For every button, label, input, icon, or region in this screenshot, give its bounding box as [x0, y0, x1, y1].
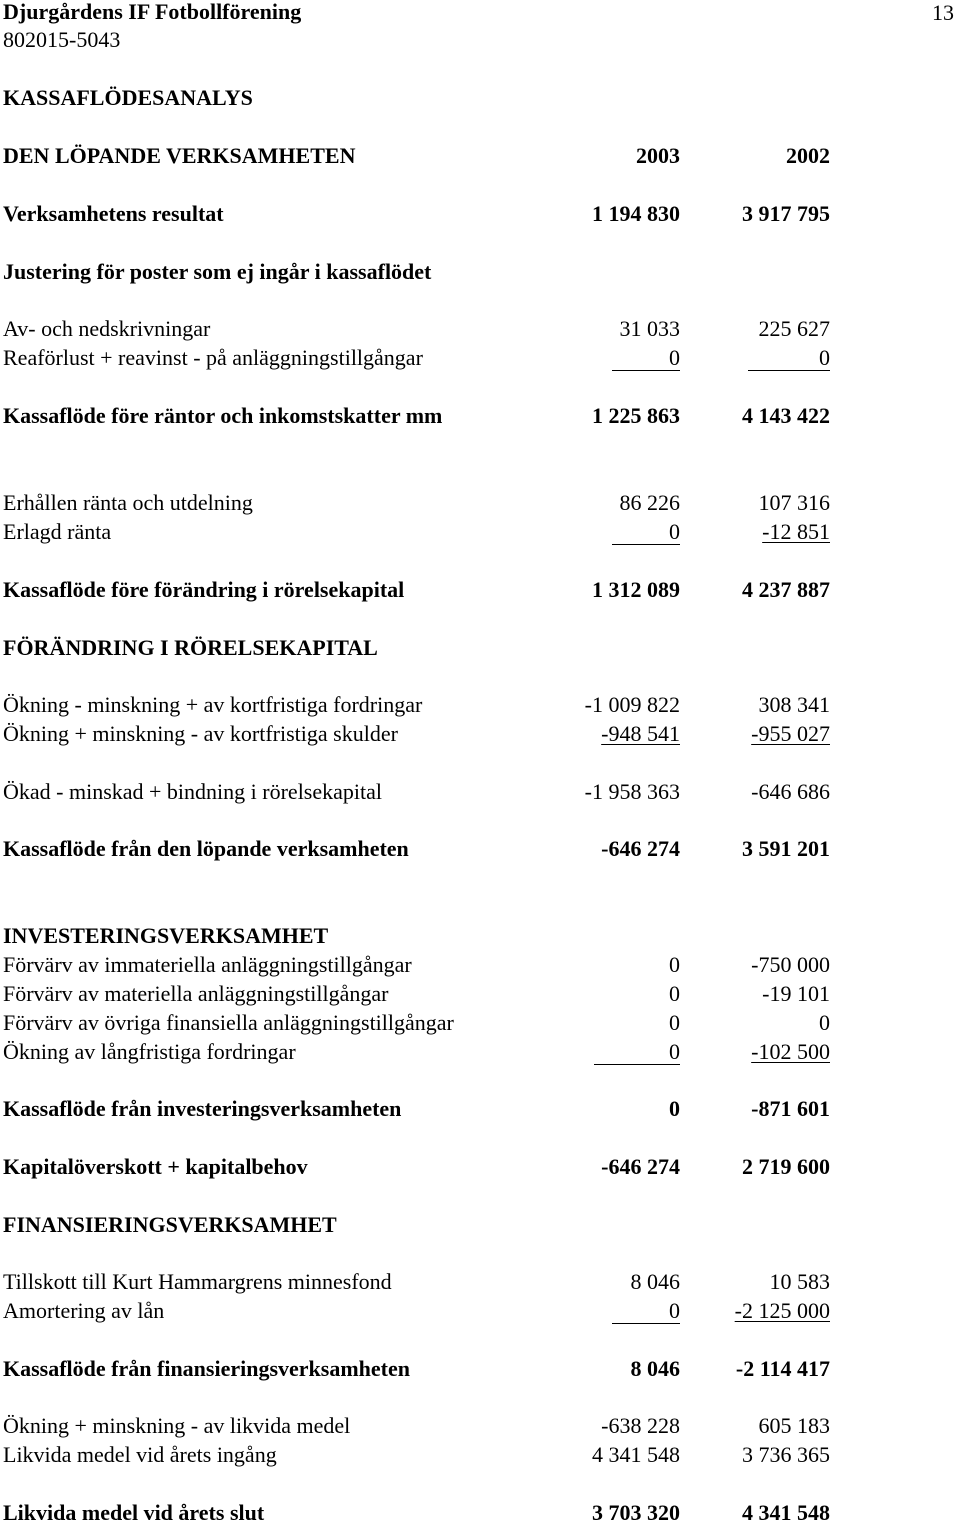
row-intangible-assets [3, 951, 833, 979]
value-2003: 0 [669, 345, 680, 370]
row-capital-surplus [3, 1153, 833, 1181]
row-label: Kassaflöde från finansieringsverksamheten [3, 1356, 410, 1381]
underline-rule [594, 1064, 680, 1065]
row-label: Amortering av lån [3, 1298, 165, 1323]
row-label: Förvärv av övriga finansiella anläggningstillgångar [3, 1010, 454, 1035]
section-heading-label: DEN LÖPANDE VERKSAMHETEN [3, 143, 356, 168]
value-2002: 308 341 [758, 692, 830, 717]
value-2003: 4 341 548 [592, 1442, 680, 1467]
row-label: Ökning + minskning - av kortfristiga skulder [3, 721, 398, 746]
value-2002: 4 143 422 [742, 403, 830, 428]
row-operating-result [3, 200, 833, 228]
value-2002: -12 851 [762, 519, 830, 544]
row-short-term-liabilities [3, 720, 833, 748]
value-2002: 3 917 795 [742, 201, 830, 226]
value-2003: 0 [669, 1096, 680, 1121]
row-financial-assets [3, 1009, 833, 1037]
row-cash-flow-before-interest [3, 402, 833, 430]
row-label: Ökning - minskning + av kortfristiga fordringar [3, 692, 423, 717]
value-2002: -2 125 000 [734, 1298, 830, 1323]
value-2003: 1 312 089 [592, 577, 680, 602]
row-label: Justering för poster som ej ingår i kassaflödet [3, 259, 432, 284]
value-2002: 10 583 [769, 1269, 830, 1294]
section-heading-investing [3, 922, 833, 950]
row-label: Kassaflöde före räntor och inkomstskatter mm [3, 403, 443, 428]
value-2002: -102 500 [751, 1039, 830, 1064]
section-heading-label: FINANSIERINGSVERKSAMHET [3, 1212, 337, 1237]
value-2002: 2 719 600 [742, 1154, 830, 1179]
row-cash-flow-financing [3, 1355, 833, 1383]
value-2002: 0 [819, 345, 830, 370]
row-tangible-assets [3, 980, 833, 1008]
value-2003: -646 274 [601, 836, 680, 861]
row-label: Tillskott till Kurt Hammargrens minnesfond [3, 1269, 392, 1294]
section-heading-label: INVESTERINGSVERKSAMHET [3, 923, 329, 948]
row-label: Verksamhetens resultat [3, 201, 224, 226]
value-2002: 4 237 887 [742, 577, 830, 602]
value-2002: 225 627 [758, 316, 830, 341]
row-label: Likvida medel vid årets slut [3, 1500, 265, 1525]
value-2002: 107 316 [758, 490, 830, 515]
value-2002: 3 736 365 [742, 1442, 830, 1467]
page-number: 13 [932, 0, 954, 25]
value-2003: 0 [669, 1298, 680, 1323]
row-label: Erhållen ränta och utdelning [3, 490, 253, 515]
value-2002: 0 [819, 1010, 830, 1035]
row-cash-flow-running-operations [3, 835, 833, 863]
row-cash-flow-investing [3, 1095, 833, 1123]
value-2003: 31 033 [619, 316, 680, 341]
page-title: KASSAFLÖDESANALYS [3, 85, 253, 110]
value-2003: -1 958 363 [584, 779, 680, 804]
value-2003: 0 [669, 1010, 680, 1035]
value-2002: -955 027 [751, 721, 830, 746]
value-2002: -646 686 [751, 779, 830, 804]
row-cash-closing [3, 1499, 833, 1527]
year-2002-header: 2002 [786, 143, 830, 168]
value-2002: 3 591 201 [742, 836, 830, 861]
row-interest-received [3, 489, 833, 517]
row-label: Kassaflöde från den löpande verksamheten [3, 836, 409, 861]
row-short-term-receivables [3, 691, 833, 719]
value-2003: -638 228 [601, 1413, 680, 1438]
row-label: Förvärv av immateriella anläggningstillgångar [3, 952, 412, 977]
value-2003: 0 [669, 981, 680, 1006]
underline-rule [612, 370, 680, 371]
value-2003: -1 009 822 [584, 692, 680, 717]
row-label: Förvärv av materiella anläggningstillgångar [3, 981, 389, 1006]
row-label: Ökning av långfristiga fordringar [3, 1039, 296, 1064]
value-2003: 8 046 [630, 1269, 680, 1294]
row-label: Erlagd ränta [3, 519, 112, 544]
value-2002: 4 341 548 [742, 1500, 830, 1525]
row-loan-amortization [3, 1297, 833, 1325]
value-2003: 8 046 [630, 1356, 680, 1381]
row-label: Ökning + minskning - av likvida medel [3, 1413, 351, 1438]
value-2002: -19 101 [762, 981, 830, 1006]
row-long-term-receivables [3, 1038, 833, 1066]
value-2002: 605 183 [758, 1413, 830, 1438]
row-label: Kapitalöverskott + kapitalbehov [3, 1154, 308, 1179]
row-memorial-fund [3, 1268, 833, 1296]
organization-number: 802015-5043 [3, 27, 121, 52]
underline-rule [612, 544, 680, 545]
row-label: Reaförlust + reavinst - på anläggningstillgångar [3, 345, 423, 370]
underline-rule [612, 1323, 680, 1324]
section-heading-financing [3, 1211, 833, 1239]
row-label: Kassaflöde före förändring i rörelsekapital [3, 577, 405, 602]
row-label: Ökad - minskad + bindning i rörelsekapital [3, 779, 382, 804]
row-label: Likvida medel vid årets ingång [3, 1442, 277, 1467]
row-depreciation [3, 315, 833, 343]
section-heading-running [3, 142, 833, 170]
section-heading-working-capital [3, 634, 833, 662]
row-cash-opening [3, 1441, 833, 1469]
row-cash-flow-before-working-capital [3, 576, 833, 604]
row-cash-change [3, 1412, 833, 1440]
row-interest-paid [3, 518, 833, 546]
value-2003: 0 [669, 519, 680, 544]
adjustments-heading [3, 258, 833, 286]
underline-rule [748, 370, 830, 371]
row-label: Av- och nedskrivningar [3, 316, 211, 341]
organization-name: Djurgårdens IF Fotbollförening [3, 0, 302, 24]
year-2003-header: 2003 [636, 143, 680, 168]
row-working-capital-binding [3, 778, 833, 806]
value-2002: -871 601 [751, 1096, 830, 1121]
value-2003: -646 274 [601, 1154, 680, 1179]
row-realization [3, 344, 833, 372]
value-2003: -948 541 [601, 721, 680, 746]
value-2003: 0 [669, 952, 680, 977]
value-2002: -750 000 [751, 952, 830, 977]
value-2003: 1 194 830 [592, 201, 680, 226]
section-heading-label: FÖRÄNDRING I RÖRELSEKAPITAL [3, 635, 378, 660]
row-label: Kassaflöde från investeringsverksamheten [3, 1096, 402, 1121]
value-2002: -2 114 417 [735, 1356, 830, 1381]
value-2003: 1 225 863 [592, 403, 680, 428]
value-2003: 86 226 [619, 490, 680, 515]
value-2003: 3 703 320 [592, 1500, 680, 1525]
value-2003: 0 [669, 1039, 680, 1064]
